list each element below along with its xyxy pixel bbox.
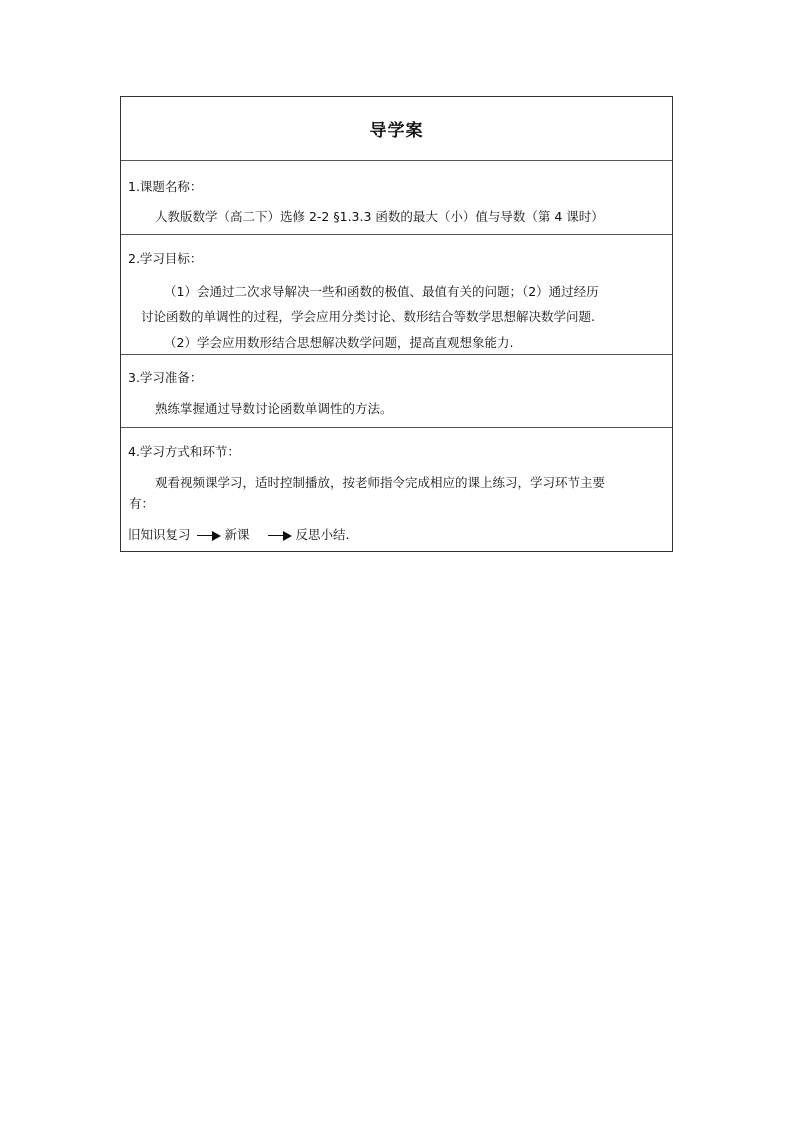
- lesson-plan-table: [120, 96, 673, 552]
- method-line: 观看视频课学习，适时控制播放，按老师指令完成相应的课上练习，学习环节主要: [155, 475, 606, 490]
- section-objectives: [121, 234, 672, 354]
- topic-text: 人教版数学（高二下）选修 2-2 §1.3.3 函数的最大（小）值与导数（第 4 课时）: [155, 209, 604, 224]
- method-line: 有：: [129, 496, 155, 511]
- section-preparation: [121, 354, 672, 427]
- arrow-right-icon: [197, 531, 221, 541]
- section-topic: [121, 160, 672, 234]
- objective-line: 讨论函数的单调性的过程，学会应用分类讨论、数形结合等数学思想解决数学问题.: [141, 309, 595, 324]
- objective-line: （2）学会应用数形结合思想解决数学问题，提高直观想象能力.: [164, 335, 514, 350]
- title-row: [121, 97, 672, 160]
- section-method: [121, 427, 672, 551]
- flow-step: 反思小结.: [295, 527, 350, 542]
- section-heading: 3.学习准备：: [128, 370, 203, 385]
- section-heading: 4.学习方式和环节：: [128, 444, 240, 459]
- flow-step: 旧知识复习: [128, 527, 191, 542]
- flow-line: [128, 525, 350, 543]
- section-heading: 1.课题名称：: [128, 179, 203, 194]
- document-title: 导学案: [369, 121, 424, 141]
- arrow-right-icon: [268, 531, 292, 541]
- section-heading: 2.学习目标：: [128, 251, 203, 266]
- objective-line: （1）会通过二次求导解决一些和函数的极值、最值有关的问题；（2）通过经历: [164, 284, 599, 299]
- flow-step: 新课: [224, 527, 250, 542]
- preparation-text: 熟练掌握通过导数讨论函数单调性的方法。: [155, 401, 393, 416]
